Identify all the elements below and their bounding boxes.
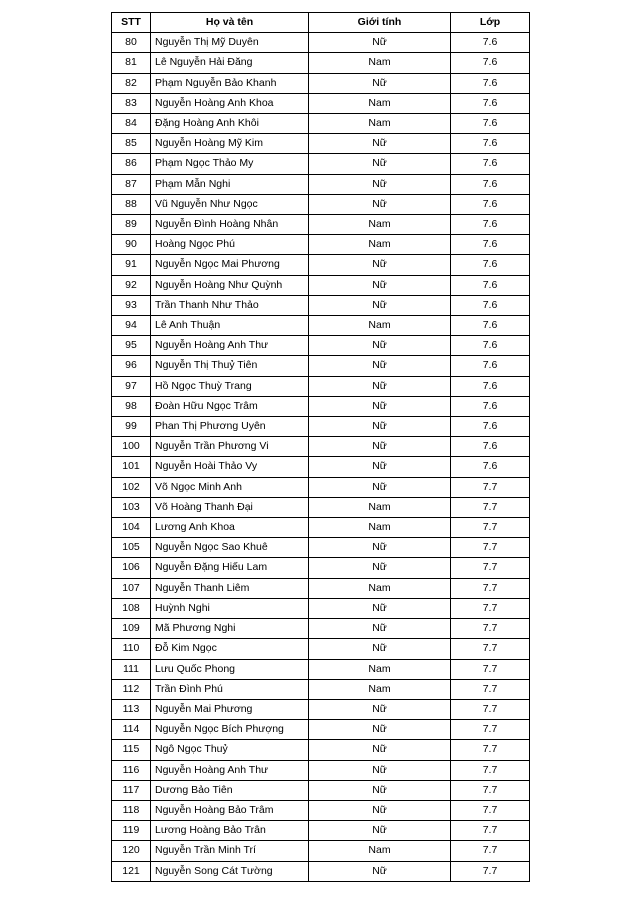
- cell-gender: Nữ: [309, 699, 451, 719]
- table-row: [112, 336, 530, 356]
- cell-full-name: Nguyễn Đình Hoàng Nhân: [151, 215, 309, 235]
- table-row: [112, 114, 530, 134]
- cell-class: 7.6: [451, 255, 530, 275]
- cell-gender: Nữ: [309, 275, 451, 295]
- cell-full-name: Võ Hoàng Thanh Đại: [151, 497, 309, 517]
- column-header-stt: STT: [112, 13, 151, 33]
- cell-full-name: Đoàn Hữu Ngọc Trâm: [151, 396, 309, 416]
- table-row: [112, 679, 530, 699]
- cell-class: 7.7: [451, 477, 530, 497]
- cell-gender: Nữ: [309, 639, 451, 659]
- cell-class: 7.7: [451, 497, 530, 517]
- cell-class: 7.6: [451, 417, 530, 437]
- cell-full-name: Hoàng Ngọc Phú: [151, 235, 309, 255]
- table-row: [112, 538, 530, 558]
- cell-full-name: Nguyễn Song Cát Tường: [151, 861, 309, 881]
- cell-gender: Nữ: [309, 33, 451, 53]
- cell-gender: Nữ: [309, 194, 451, 214]
- cell-class: 7.7: [451, 699, 530, 719]
- cell-class: 7.6: [451, 93, 530, 113]
- cell-stt: 91: [112, 255, 151, 275]
- cell-gender: Nữ: [309, 720, 451, 740]
- cell-full-name: Lương Hoàng Bảo Trân: [151, 821, 309, 841]
- cell-stt: 113: [112, 699, 151, 719]
- cell-full-name: Nguyễn Hoàng Anh Thư: [151, 336, 309, 356]
- cell-full-name: Nguyễn Đặng Hiếu Lam: [151, 558, 309, 578]
- table-row: [112, 740, 530, 760]
- cell-full-name: Ngô Ngọc Thuỷ: [151, 740, 309, 760]
- table-row: [112, 235, 530, 255]
- cell-full-name: Võ Ngọc Minh Anh: [151, 477, 309, 497]
- table-row: [112, 477, 530, 497]
- cell-stt: 99: [112, 417, 151, 437]
- cell-gender: Nữ: [309, 73, 451, 93]
- cell-class: 7.7: [451, 740, 530, 760]
- table-row: [112, 73, 530, 93]
- cell-stt: 118: [112, 800, 151, 820]
- cell-stt: 80: [112, 33, 151, 53]
- cell-stt: 121: [112, 861, 151, 881]
- cell-class: 7.6: [451, 457, 530, 477]
- cell-stt: 89: [112, 215, 151, 235]
- table-row: [112, 437, 530, 457]
- table-row: [112, 639, 530, 659]
- cell-gender: Nữ: [309, 174, 451, 194]
- table-row: [112, 53, 530, 73]
- cell-class: 7.6: [451, 33, 530, 53]
- cell-gender: Nữ: [309, 821, 451, 841]
- table-row: [112, 255, 530, 275]
- cell-stt: 92: [112, 275, 151, 295]
- table-row: [112, 619, 530, 639]
- cell-full-name: Nguyễn Hoàng Anh Thư: [151, 760, 309, 780]
- table-row: [112, 275, 530, 295]
- cell-gender: Nữ: [309, 538, 451, 558]
- cell-gender: Nam: [309, 53, 451, 73]
- table-row: [112, 417, 530, 437]
- cell-stt: 100: [112, 437, 151, 457]
- table-row: [112, 720, 530, 740]
- cell-gender: Nữ: [309, 396, 451, 416]
- cell-full-name: Đặng Hoàng Anh Khôi: [151, 114, 309, 134]
- cell-full-name: Nguyễn Hoàng Bảo Trâm: [151, 800, 309, 820]
- cell-full-name: Lưu Quốc Phong: [151, 659, 309, 679]
- cell-full-name: Nguyễn Hoài Thảo Vy: [151, 457, 309, 477]
- cell-stt: 97: [112, 376, 151, 396]
- cell-stt: 117: [112, 780, 151, 800]
- cell-class: 7.6: [451, 396, 530, 416]
- cell-class: 7.6: [451, 295, 530, 315]
- cell-class: 7.6: [451, 437, 530, 457]
- cell-gender: Nam: [309, 518, 451, 538]
- cell-stt: 114: [112, 720, 151, 740]
- cell-class: 7.7: [451, 760, 530, 780]
- cell-gender: Nữ: [309, 356, 451, 376]
- cell-gender: Nữ: [309, 780, 451, 800]
- cell-full-name: Nguyễn Mai Phương: [151, 699, 309, 719]
- cell-stt: 90: [112, 235, 151, 255]
- cell-class: 7.6: [451, 154, 530, 174]
- cell-class: 7.7: [451, 659, 530, 679]
- cell-gender: Nữ: [309, 861, 451, 881]
- cell-gender: Nữ: [309, 376, 451, 396]
- cell-gender: Nam: [309, 235, 451, 255]
- cell-full-name: Mã Phương Nghi: [151, 619, 309, 639]
- cell-class: 7.7: [451, 841, 530, 861]
- cell-class: 7.7: [451, 518, 530, 538]
- cell-gender: Nam: [309, 215, 451, 235]
- cell-gender: Nữ: [309, 800, 451, 820]
- cell-class: 7.7: [451, 800, 530, 820]
- table-row: [112, 356, 530, 376]
- cell-full-name: Lê Anh Thuận: [151, 316, 309, 336]
- cell-full-name: Đỗ Kim Ngọc: [151, 639, 309, 659]
- cell-gender: Nữ: [309, 457, 451, 477]
- table-row: [112, 497, 530, 517]
- cell-gender: Nam: [309, 841, 451, 861]
- cell-gender: Nam: [309, 316, 451, 336]
- cell-stt: 110: [112, 639, 151, 659]
- column-header-class: Lớp: [451, 13, 530, 33]
- table-row: [112, 134, 530, 154]
- cell-stt: 87: [112, 174, 151, 194]
- cell-class: 7.6: [451, 356, 530, 376]
- cell-stt: 82: [112, 73, 151, 93]
- cell-stt: 88: [112, 194, 151, 214]
- cell-gender: Nam: [309, 93, 451, 113]
- cell-gender: Nữ: [309, 760, 451, 780]
- table-row: [112, 174, 530, 194]
- cell-full-name: Nguyễn Trần Phương Vi: [151, 437, 309, 457]
- cell-class: 7.7: [451, 619, 530, 639]
- cell-gender: Nữ: [309, 437, 451, 457]
- cell-stt: 116: [112, 760, 151, 780]
- table-row: [112, 316, 530, 336]
- cell-full-name: Trần Thanh Như Thảo: [151, 295, 309, 315]
- cell-class: 7.6: [451, 194, 530, 214]
- cell-stt: 83: [112, 93, 151, 113]
- cell-stt: 104: [112, 518, 151, 538]
- table-row: [112, 558, 530, 578]
- table-row: [112, 578, 530, 598]
- cell-full-name: Lê Nguyễn Hải Đăng: [151, 53, 309, 73]
- cell-stt: 105: [112, 538, 151, 558]
- cell-stt: 109: [112, 619, 151, 639]
- cell-full-name: Nguyễn Ngọc Bích Phượng: [151, 720, 309, 740]
- cell-class: 7.7: [451, 558, 530, 578]
- cell-full-name: Nguyễn Ngọc Mai Phương: [151, 255, 309, 275]
- cell-class: 7.7: [451, 821, 530, 841]
- cell-class: 7.6: [451, 134, 530, 154]
- table-row: [112, 518, 530, 538]
- cell-full-name: Nguyễn Ngọc Sao Khuê: [151, 538, 309, 558]
- cell-full-name: Phạm Mẫn Nghi: [151, 174, 309, 194]
- cell-class: 7.6: [451, 53, 530, 73]
- cell-stt: 85: [112, 134, 151, 154]
- cell-stt: 81: [112, 53, 151, 73]
- table-row: [112, 295, 530, 315]
- cell-stt: 112: [112, 679, 151, 699]
- header-row: [112, 13, 530, 33]
- table-row: [112, 154, 530, 174]
- cell-full-name: Nguyễn Thị Thuỷ Tiên: [151, 356, 309, 376]
- table-row: [112, 861, 530, 881]
- cell-class: 7.6: [451, 235, 530, 255]
- cell-stt: 120: [112, 841, 151, 861]
- cell-gender: Nữ: [309, 417, 451, 437]
- cell-class: 7.6: [451, 174, 530, 194]
- cell-stt: 115: [112, 740, 151, 760]
- table-row: [112, 780, 530, 800]
- cell-full-name: Lương Anh Khoa: [151, 518, 309, 538]
- cell-class: 7.7: [451, 679, 530, 699]
- cell-stt: 106: [112, 558, 151, 578]
- cell-full-name: Vũ Nguyễn Như Ngọc: [151, 194, 309, 214]
- cell-gender: Nữ: [309, 740, 451, 760]
- cell-full-name: Phạm Ngọc Thảo My: [151, 154, 309, 174]
- cell-class: 7.6: [451, 275, 530, 295]
- cell-gender: Nam: [309, 114, 451, 134]
- table-row: [112, 598, 530, 618]
- cell-stt: 98: [112, 396, 151, 416]
- cell-stt: 101: [112, 457, 151, 477]
- table-row: [112, 215, 530, 235]
- cell-class: 7.7: [451, 861, 530, 881]
- cell-class: 7.6: [451, 114, 530, 134]
- column-header-gender: Giới tính: [309, 13, 451, 33]
- cell-class: 7.6: [451, 73, 530, 93]
- column-header-full-name: Họ và tên: [151, 13, 309, 33]
- cell-stt: 94: [112, 316, 151, 336]
- cell-gender: Nữ: [309, 154, 451, 174]
- cell-stt: 95: [112, 336, 151, 356]
- cell-full-name: Trần Đình Phú: [151, 679, 309, 699]
- cell-full-name: Nguyễn Trần Minh Trí: [151, 841, 309, 861]
- table-row: [112, 93, 530, 113]
- cell-stt: 86: [112, 154, 151, 174]
- student-roster-table: [111, 12, 530, 882]
- cell-class: 7.6: [451, 215, 530, 235]
- cell-gender: Nữ: [309, 598, 451, 618]
- cell-gender: Nữ: [309, 477, 451, 497]
- cell-gender: Nữ: [309, 336, 451, 356]
- table-row: [112, 821, 530, 841]
- cell-class: 7.6: [451, 316, 530, 336]
- table-row: [112, 457, 530, 477]
- table-row: [112, 376, 530, 396]
- table-row: [112, 841, 530, 861]
- cell-gender: Nam: [309, 659, 451, 679]
- cell-gender: Nam: [309, 497, 451, 517]
- table-row: [112, 760, 530, 780]
- cell-gender: Nam: [309, 578, 451, 598]
- cell-gender: Nữ: [309, 255, 451, 275]
- cell-stt: 108: [112, 598, 151, 618]
- cell-class: 7.7: [451, 578, 530, 598]
- cell-full-name: Huỳnh Nghi: [151, 598, 309, 618]
- cell-gender: Nữ: [309, 295, 451, 315]
- cell-class: 7.7: [451, 538, 530, 558]
- cell-gender: Nữ: [309, 134, 451, 154]
- cell-class: 7.7: [451, 780, 530, 800]
- cell-full-name: Dương Bảo Tiên: [151, 780, 309, 800]
- cell-full-name: Nguyễn Thị Mỹ Duyên: [151, 33, 309, 53]
- cell-full-name: Phan Thị Phương Uyên: [151, 417, 309, 437]
- cell-stt: 96: [112, 356, 151, 376]
- table-row: [112, 699, 530, 719]
- cell-full-name: Nguyễn Hoàng Mỹ Kim: [151, 134, 309, 154]
- cell-stt: 84: [112, 114, 151, 134]
- table-row: [112, 194, 530, 214]
- cell-stt: 107: [112, 578, 151, 598]
- table-row: [112, 659, 530, 679]
- cell-class: 7.6: [451, 376, 530, 396]
- table-row: [112, 33, 530, 53]
- cell-class: 7.7: [451, 720, 530, 740]
- cell-full-name: Nguyễn Hoàng Như Quỳnh: [151, 275, 309, 295]
- cell-gender: Nam: [309, 679, 451, 699]
- cell-class: 7.6: [451, 336, 530, 356]
- cell-stt: 93: [112, 295, 151, 315]
- table-header: [112, 13, 530, 33]
- cell-class: 7.7: [451, 598, 530, 618]
- cell-class: 7.7: [451, 639, 530, 659]
- cell-stt: 102: [112, 477, 151, 497]
- table-row: [112, 396, 530, 416]
- cell-stt: 103: [112, 497, 151, 517]
- cell-gender: Nữ: [309, 619, 451, 639]
- cell-full-name: Nguyễn Hoàng Anh Khoa: [151, 93, 309, 113]
- cell-gender: Nữ: [309, 558, 451, 578]
- cell-full-name: Nguyễn Thanh Liêm: [151, 578, 309, 598]
- cell-full-name: Phạm Nguyễn Bảo Khanh: [151, 73, 309, 93]
- cell-stt: 111: [112, 659, 151, 679]
- table-body: [112, 33, 530, 882]
- table-row: [112, 800, 530, 820]
- cell-stt: 119: [112, 821, 151, 841]
- cell-full-name: Hồ Ngọc Thuỳ Trang: [151, 376, 309, 396]
